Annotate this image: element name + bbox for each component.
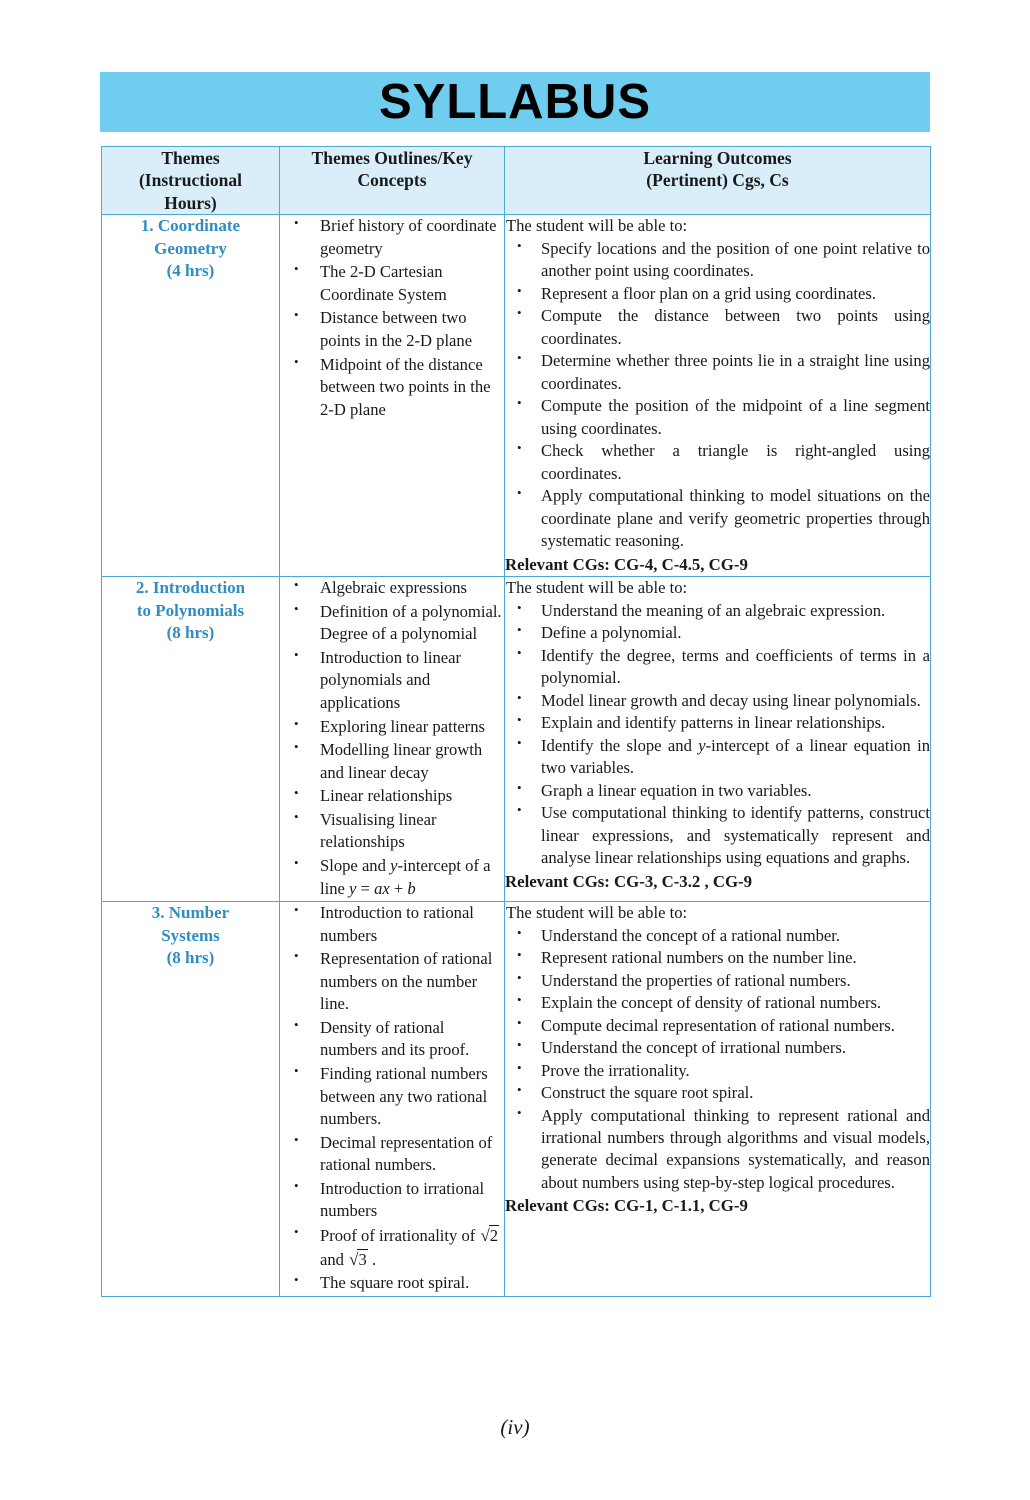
- column-header-themes: [102, 147, 280, 215]
- outcome-item: • Define a polynomial.: [505, 622, 930, 644]
- outcome-item: • Construct the square root spiral.: [505, 1082, 930, 1104]
- column-header-outcomes-line2: (Pertinent) Cgs, Cs: [646, 170, 789, 191]
- outlines-list: [280, 215, 504, 421]
- column-header-outlines-line2: Concepts: [357, 170, 427, 191]
- page-number: (iv): [500, 1415, 530, 1439]
- outcome-item: • Graph a linear equation in two variables.: [505, 780, 930, 802]
- outcomes-cell: [505, 215, 931, 577]
- column-header-outcomes-line1: Learning Outcomes: [643, 148, 792, 168]
- outcome-item: • Specify locations and the position of one point relative to another point using coordinates.: [505, 238, 930, 283]
- outlines-list: [280, 577, 504, 900]
- syllabus-table: [101, 146, 931, 1297]
- table-header-row: [102, 147, 931, 215]
- theme-line: (8 hrs): [166, 623, 215, 643]
- theme-line: (8 hrs): [166, 948, 215, 968]
- outline-item: • Introduction to irrational numbers: [280, 1178, 504, 1223]
- theme-cell: [102, 902, 280, 1297]
- outline-item: • Visualising linear relationships: [280, 809, 504, 854]
- outline-item: • Introduction to linear polynomials and applications: [280, 647, 504, 715]
- outcome-item: • Represent rational numbers on the number line.: [505, 947, 930, 969]
- column-header-outlines: [280, 147, 505, 215]
- outlines-cell: [280, 215, 505, 577]
- outcome-item: • Explain and identify patterns in linear relationships.: [505, 712, 930, 734]
- page-title: SYLLABUS: [378, 74, 652, 129]
- outline-item: • Definition of a polynomial. Degree of a polynomial: [280, 601, 504, 646]
- outlines-list: [280, 902, 504, 1295]
- theme-line: 2. Introduction: [135, 578, 246, 598]
- outcome-item: • Prove the irrationality.: [505, 1060, 930, 1082]
- relevant-cgs: Relevant CGs: CG-3, C-3.2 , CG-9: [505, 871, 753, 891]
- outcomes-lead: The student will be able to:: [506, 578, 688, 598]
- column-header-outcomes: [505, 147, 931, 215]
- theme-line: 3. Number: [151, 903, 230, 923]
- table-header: [102, 147, 931, 215]
- table-row: [102, 902, 931, 1297]
- outcome-item: • Compute the distance between two points using coordinates.: [505, 305, 930, 350]
- outlines-cell: [280, 902, 505, 1297]
- outcomes-cell: [505, 902, 931, 1297]
- theme-line: Systems: [161, 925, 220, 945]
- theme-cell: [102, 577, 280, 902]
- outcome-item: • Understand the properties of rational numbers.: [505, 970, 930, 992]
- outline-item: • Brief history of coordinate geometry: [280, 215, 504, 260]
- outcome-item: • Identify the slope and y-intercept of a linear equation in two variables.: [505, 735, 930, 780]
- column-header-themes-line2: (Instructional: [138, 170, 243, 191]
- theme-cell: [102, 215, 280, 577]
- outcome-item: • Check whether a triangle is right-angled using coordinates.: [505, 440, 930, 485]
- outline-item: • Density of rational numbers and its proof.: [280, 1017, 504, 1062]
- outcomes-list: [505, 925, 930, 1195]
- table-body: [102, 215, 931, 1296]
- outcome-item: • Understand the concept of a rational number.: [505, 925, 930, 947]
- column-header-themes-line3: Hours): [164, 192, 217, 213]
- outline-item: • The square root spiral.: [280, 1272, 504, 1295]
- outline-item: • Exploring linear patterns: [280, 716, 504, 739]
- theme-line: Geometry: [154, 238, 227, 258]
- outline-item: • Decimal representation of rational numbers.: [280, 1132, 504, 1177]
- syllabus-banner: [100, 72, 930, 132]
- table-row: [102, 215, 931, 577]
- outcome-item: • Compute the position of the midpoint of a line segment using coordinates.: [505, 395, 930, 440]
- outline-item: • Linear relationships: [280, 785, 504, 808]
- outcome-item: • Apply computational thinking to represent rational and irrational numbers through algorithms and visual models, generate decimal expansions systematically, and reason about numbers using step-by-step logical procedures.: [505, 1105, 930, 1195]
- outline-item: • Midpoint of the distance between two points in the 2-D plane: [280, 354, 504, 422]
- outcomes-lead: The student will be able to:: [506, 903, 688, 923]
- outcome-item: • Understand the concept of irrational numbers.: [505, 1037, 930, 1059]
- theme-line: 1. Coordinate: [140, 216, 241, 236]
- outcomes-lead: The student will be able to:: [506, 216, 688, 236]
- table-row: [102, 577, 931, 902]
- column-header-outlines-line1: Themes Outlines/Key: [311, 148, 473, 168]
- outline-item: • Representation of rational numbers on the number line.: [280, 948, 504, 1016]
- theme-line: (4 hrs): [166, 261, 215, 281]
- outcomes-cell: [505, 577, 931, 902]
- outline-item: • Modelling linear growth and linear decay: [280, 739, 504, 784]
- outcome-item: • Model linear growth and decay using linear polynomials.: [505, 690, 930, 712]
- theme-line: to Polynomials: [136, 600, 245, 620]
- outcome-item: • Explain the concept of density of rational numbers.: [505, 992, 930, 1014]
- outcomes-list: [505, 600, 930, 870]
- outcome-item: • Understand the meaning of an algebraic expression.: [505, 600, 930, 622]
- outline-item: • Algebraic expressions: [280, 577, 504, 600]
- outcome-item: • Apply computational thinking to model situations on the coordinate plane and verify geometric properties through systematic reasoning.: [505, 485, 930, 552]
- outline-item: • Slope and y-intercept of a line y = ax + b: [280, 855, 504, 900]
- outline-item: • Proof of irrationality of √2 and √3 .: [280, 1224, 504, 1271]
- outcome-item: • Represent a floor plan on a grid using coordinates.: [505, 283, 930, 305]
- outcome-item: • Compute decimal representation of rational numbers.: [505, 1015, 930, 1037]
- outcome-item: • Identify the degree, terms and coefficients of terms in a polynomial.: [505, 645, 930, 690]
- outline-item: • The 2-D Cartesian Coordinate System: [280, 261, 504, 306]
- outline-item: • Distance between two points in the 2-D plane: [280, 307, 504, 352]
- outline-item: • Introduction to rational numbers: [280, 902, 504, 947]
- outcome-item: • Determine whether three points lie in a straight line using coordinates.: [505, 350, 930, 395]
- outcomes-list: [505, 238, 930, 553]
- column-header-themes-line1: Themes: [161, 148, 220, 168]
- outline-item: • Finding rational numbers between any two rational numbers.: [280, 1063, 504, 1131]
- relevant-cgs: Relevant CGs: CG-1, C-1.1, CG-9: [505, 1196, 748, 1216]
- outcome-item: • Use computational thinking to identify patterns, construct linear expressions, and systematically represent and analyse linear relationships using equations and graphs.: [505, 802, 930, 869]
- relevant-cgs: Relevant CGs: CG-4, C-4.5, CG-9: [505, 554, 748, 574]
- outlines-cell: [280, 577, 505, 902]
